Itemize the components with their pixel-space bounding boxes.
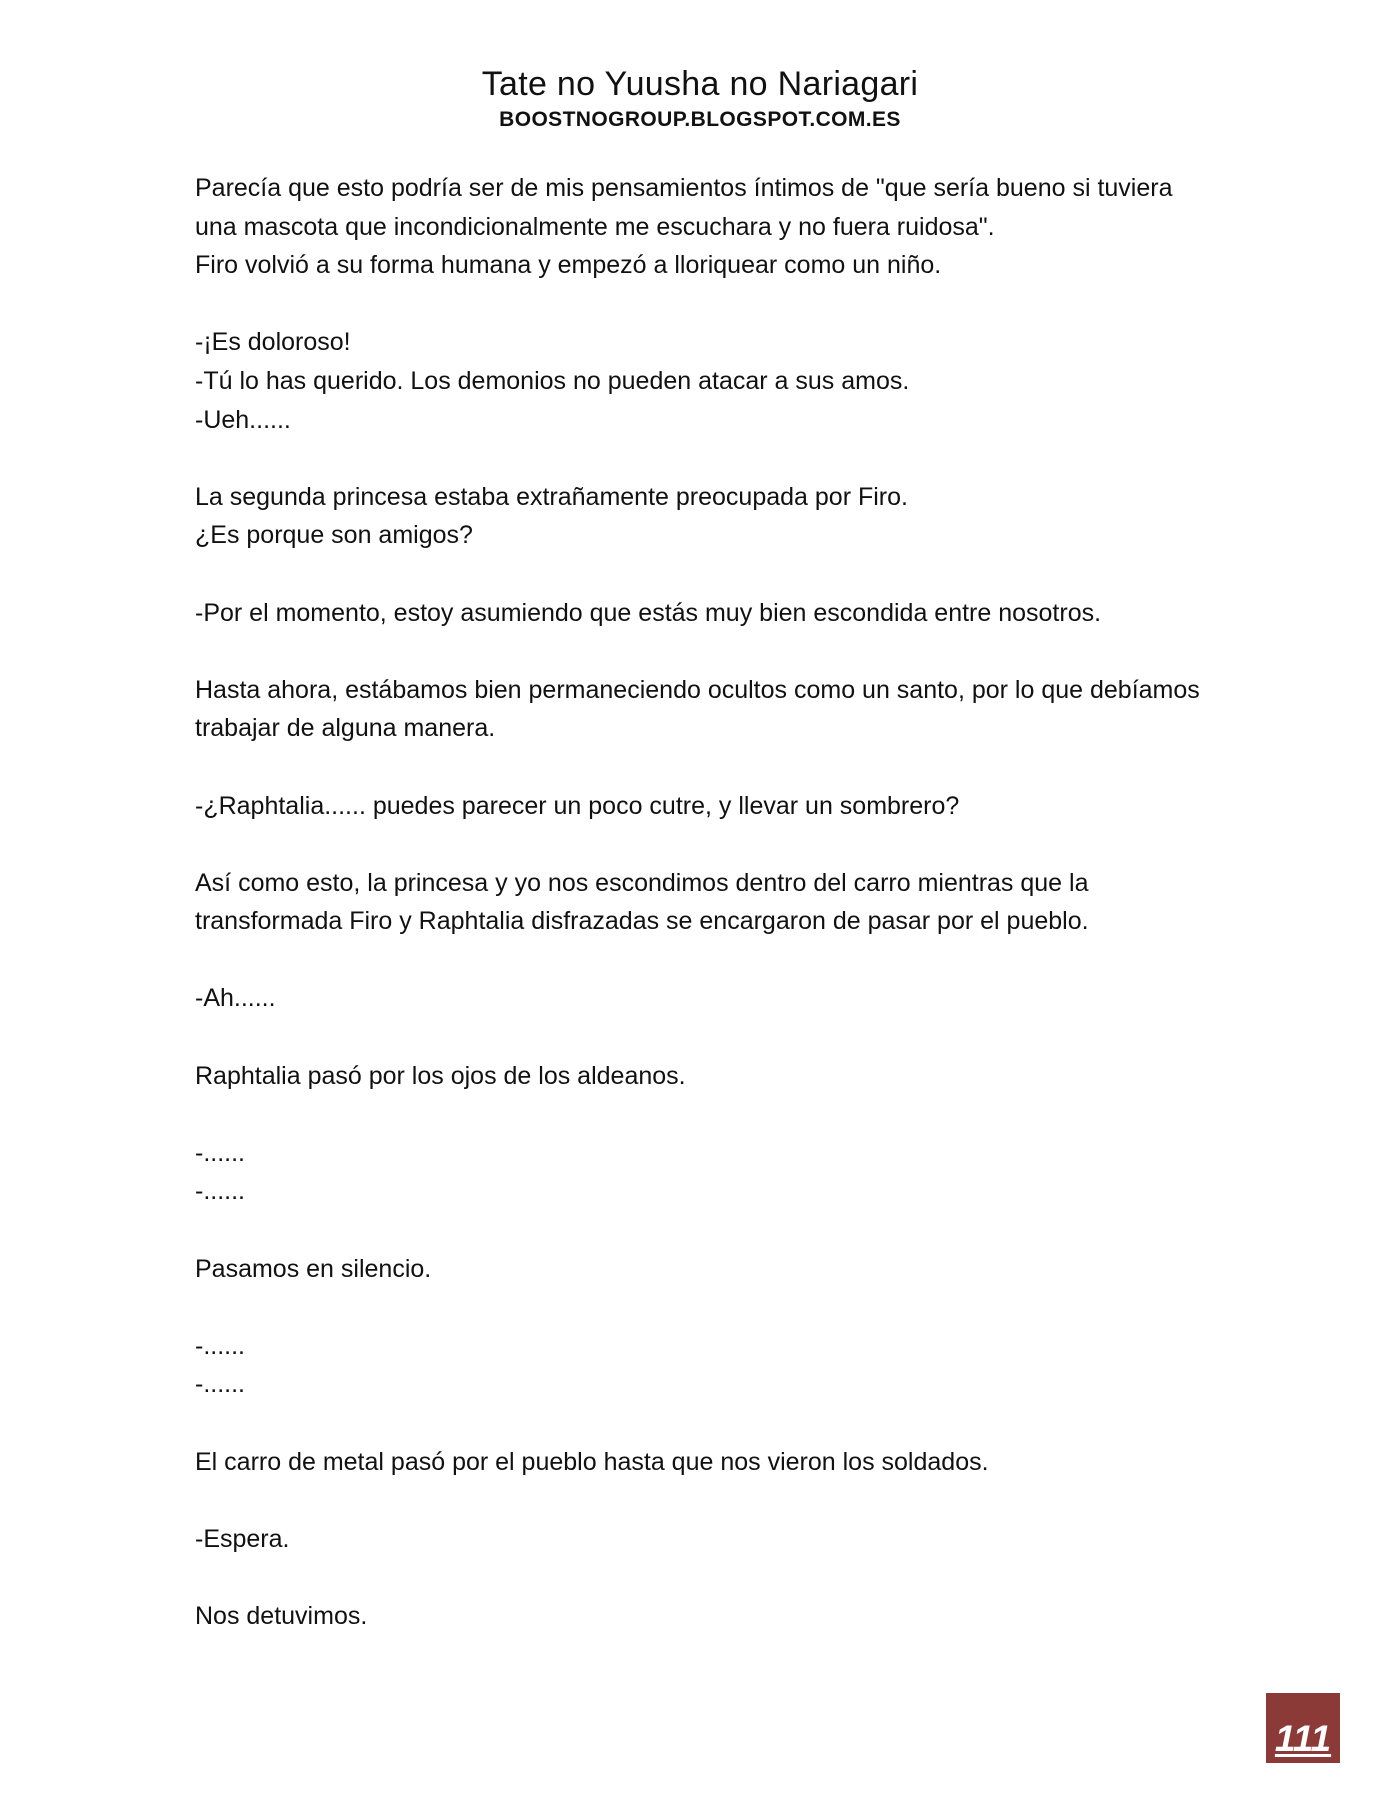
text-line: trabajar de alguna manera. — [195, 714, 496, 743]
text-line: La segunda princesa estaba extrañamente preocupada por Firo. — [195, 482, 908, 511]
text-line: transformada Firo y Raphtalia disfrazadas se encargaron de pasar por el pueblo. — [195, 907, 1089, 936]
text-line: -...... — [195, 1138, 245, 1167]
blank-line — [195, 1558, 1235, 1597]
text-line: Pasamos en silencio. — [195, 1254, 432, 1283]
text-line: -Ueh...... — [195, 405, 291, 434]
text-line: ¿Es porque son amigos? — [195, 521, 473, 550]
blank-line — [195, 439, 1235, 478]
text-line: Así como esto, la princesa y yo nos escondimos dentro del carro mientras que la — [195, 868, 1089, 897]
blog-url: BOOSTNOGROUP.BLOGSPOT.COM.ES — [499, 108, 901, 131]
blank-line — [195, 1095, 1235, 1134]
text-line: -...... — [195, 1331, 245, 1360]
blank-line — [195, 1018, 1235, 1057]
text-line: -Por el momento, estoy asumiendo que estás muy bien escondida entre nosotros. — [195, 598, 1102, 627]
page-number-badge — [1266, 1693, 1340, 1763]
text-line: Hasta ahora, estábamos bien permaneciendo ocultos como un santo, por lo que debíamos — [195, 675, 1200, 704]
blank-line — [195, 285, 1235, 324]
blank-line — [195, 1288, 1235, 1327]
blank-line — [195, 632, 1235, 671]
page-header — [0, 64, 1400, 133]
text-line: -Ah...... — [195, 984, 276, 1013]
blank-line — [195, 941, 1235, 980]
blank-line — [195, 1404, 1235, 1443]
text-line: -¿Raphtalia...... puedes parecer un poco cutre, y llevar un sombrero? — [195, 791, 960, 820]
blank-line — [195, 555, 1235, 594]
text-line: una mascota que incondicionalmente me escuchara y no fuera ruidosa". — [195, 212, 995, 241]
text-line: Firo volvió a su forma humana y empezó a lloriquear como un niño. — [195, 251, 942, 280]
text-line: Parecía que esto podría ser de mis pensamientos íntimos de "que sería bueno si tuviera — [195, 174, 1173, 202]
text-line: Nos detuvimos. — [195, 1601, 368, 1630]
blank-line — [195, 1211, 1235, 1250]
text-line: Raphtalia pasó por los ojos de los aldeanos. — [195, 1061, 686, 1090]
text-line: -...... — [195, 1370, 245, 1399]
text-line: -Tú lo has querido. Los demonios no pueden atacar a sus amos. — [195, 366, 910, 395]
blank-line — [195, 1481, 1235, 1520]
page-number: 111 — [1274, 1718, 1332, 1759]
text-line: -...... — [195, 1177, 245, 1206]
blank-line — [195, 825, 1235, 864]
book-title: Tate no Yuusha no Nariagari — [481, 65, 919, 103]
text-line: -¡Es doloroso! — [195, 328, 351, 357]
text-line: El carro de metal pasó por el pueblo hasta que nos vieron los soldados. — [195, 1447, 989, 1476]
blank-line — [195, 748, 1235, 787]
body-text — [195, 169, 1235, 1636]
text-line: -Espera. — [195, 1524, 290, 1553]
